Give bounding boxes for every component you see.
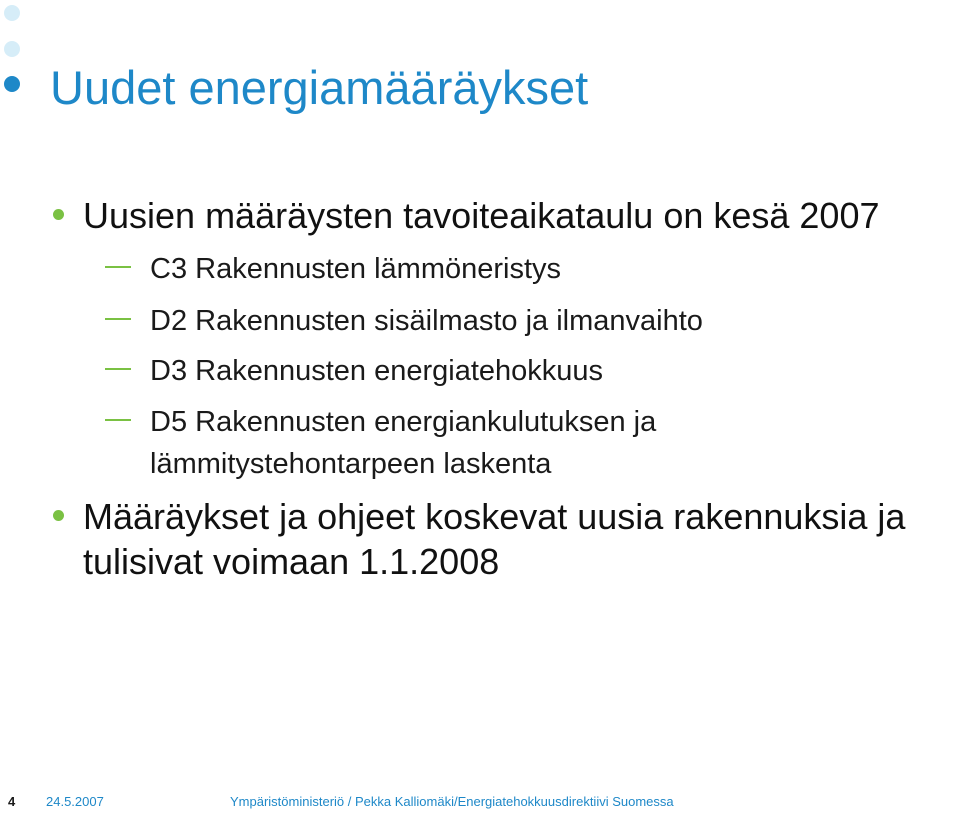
green-dash-icon <box>105 266 131 268</box>
sub-bullet-item: C3 Rakennusten lämmöneristys <box>150 253 562 285</box>
decor-dot-icon <box>4 41 20 57</box>
green-dash-icon <box>105 419 131 421</box>
sub-bullet-item: D2 Rakennusten sisäilmasto ja ilmanvaihto <box>150 305 703 337</box>
bullet-item <box>83 494 958 584</box>
green-dash-icon <box>105 368 131 370</box>
decor-dot-icon <box>4 76 20 92</box>
sub-bullet-item: D5 Rakennusten energiankulutuksen ja lämmitystehontarpeen laskenta <box>150 406 657 480</box>
page-number: 4 <box>8 794 16 809</box>
bullet-text: Määräykset ja ohjeet koskevat uusia rakennuksia ja tulisivat voimaan 1.1.2008 <box>83 496 906 582</box>
green-dot-bullet-icon <box>53 209 64 220</box>
sub-bullet-item: D3 Rakennusten energiatehokkuus <box>150 355 604 387</box>
footer-date: 24.5.2007 <box>46 794 104 809</box>
green-dot-bullet-icon <box>53 510 64 521</box>
bullet-item <box>83 193 880 238</box>
footer-credit: Ympäristöministeriö / Pekka Kalliomäki/Energiatehokkuusdirektiivi Suomessa <box>230 794 674 809</box>
slide-title: Uudet energiamääräykset <box>50 61 589 114</box>
decor-dot-icon <box>4 5 20 21</box>
green-dash-icon <box>105 318 131 320</box>
bullet-text: Uusien määräysten tavoiteaikataulu on kesä 2007 <box>83 195 880 236</box>
